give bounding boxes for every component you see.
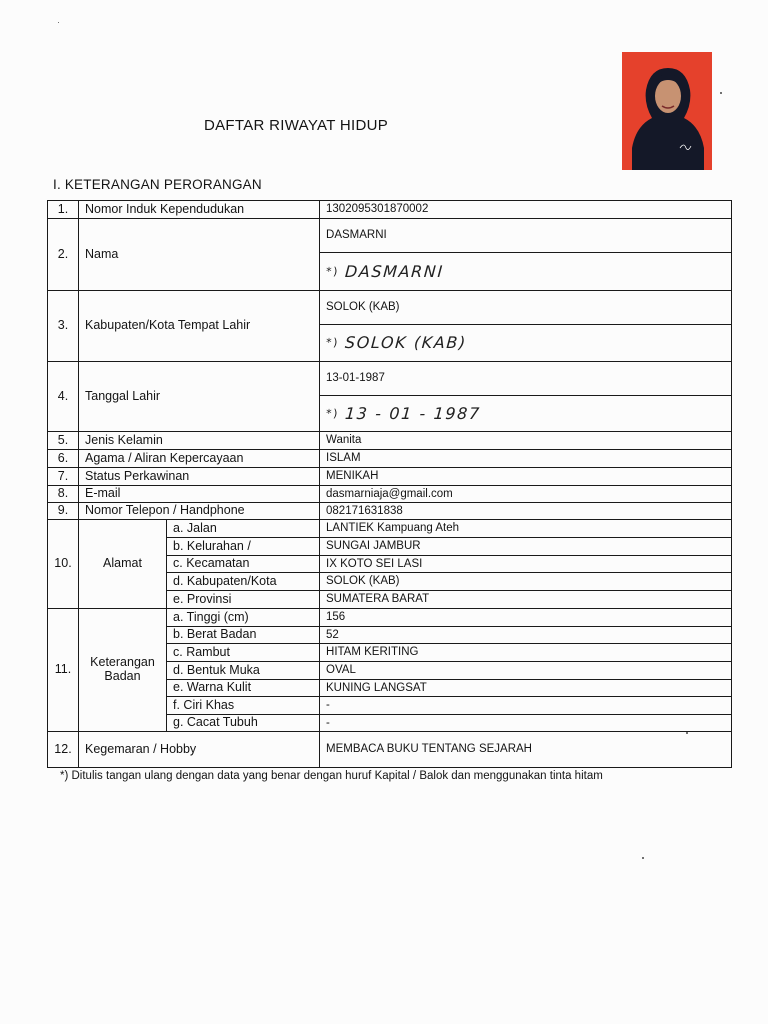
row-alamat-jalan — [48, 520, 732, 538]
row-number: 6. — [48, 450, 79, 468]
field-value: HITAM KERITING — [320, 644, 732, 662]
subfield-label: c. Kecamatan — [167, 556, 320, 573]
row-email — [48, 486, 732, 503]
field-value: - — [320, 715, 732, 732]
row-jenis-kelamin — [48, 432, 732, 450]
subfield-label: a. Jalan — [167, 520, 320, 538]
field-value: 1302095301870002 — [320, 201, 732, 219]
scan-speck — [642, 857, 644, 859]
handwritten-value: *) 13 - 01 - 1987 — [320, 396, 732, 432]
subfield-label: b. Kelurahan / — [167, 538, 320, 556]
subfield-label: f. Ciri Khas — [167, 697, 320, 715]
subfield-label: a. Tinggi (cm) — [167, 609, 320, 627]
row-number: 5. — [48, 432, 79, 450]
row-status-perkawinan — [48, 468, 732, 486]
field-value: 13-01-1987 — [320, 362, 732, 396]
field-value: SUMATERA BARAT — [320, 591, 732, 609]
row-nik — [48, 201, 732, 219]
field-value: LANTIEK Kampuang Ateh — [320, 520, 732, 538]
subfield-label: b. Berat Badan — [167, 627, 320, 644]
field-label: Agama / Aliran Kepercayaan — [79, 450, 320, 468]
field-label: E-mail — [79, 486, 320, 503]
field-label: Kabupaten/Kota Tempat Lahir — [79, 291, 320, 362]
field-value: OVAL — [320, 662, 732, 680]
field-label: Tanggal Lahir — [79, 362, 320, 432]
subfield-label: c. Rambut — [167, 644, 320, 662]
field-value: SOLOK (KAB) — [320, 291, 732, 325]
row-number: 2. — [48, 219, 79, 291]
field-value: ISLAM — [320, 450, 732, 468]
field-value: dasmarniaja@gmail.com — [320, 486, 732, 503]
handwritten-value: *) SOLOK (KAB) — [320, 325, 732, 362]
subfield-label: d. Kabupaten/Kota — [167, 573, 320, 591]
row-hobby — [48, 732, 732, 768]
field-label: Status Perkawinan — [79, 468, 320, 486]
group-label-line: Keterangan — [90, 655, 155, 670]
group-label: Alamat — [79, 520, 167, 609]
subfield-label: d. Bentuk Muka — [167, 662, 320, 680]
handwritten-value: *) DASMARNI — [320, 253, 732, 291]
row-number: 12. — [48, 732, 79, 768]
document-title: DAFTAR RIWAYAT HIDUP — [204, 117, 389, 134]
field-value: MENIKAH — [320, 468, 732, 486]
field-value: Wanita — [320, 432, 732, 450]
scan-speck — [58, 22, 59, 23]
field-value: SOLOK (KAB) — [320, 573, 732, 591]
row-agama — [48, 450, 732, 468]
subfield-label: e. Provinsi — [167, 591, 320, 609]
field-value: DASMARNI — [320, 219, 732, 253]
row-number: 7. — [48, 468, 79, 486]
row-tempat-lahir — [48, 291, 732, 325]
row-number: 1. — [48, 201, 79, 219]
row-number: 4. — [48, 362, 79, 432]
row-nama — [48, 219, 732, 253]
group-label-line: Badan — [104, 669, 141, 683]
section-title: I. KETERANGAN PERORANGAN — [53, 177, 262, 192]
field-value: 082171631838 — [320, 503, 732, 520]
field-value: 52 — [320, 627, 732, 644]
field-value: - — [320, 697, 732, 715]
scan-speck — [720, 92, 722, 94]
field-value: SUNGAI JAMBUR — [320, 538, 732, 556]
biodata-table — [47, 200, 732, 768]
row-number: 8. — [48, 486, 79, 503]
profile-photo — [622, 52, 712, 170]
row-telepon — [48, 503, 732, 520]
field-value: IX KOTO SEI LASI — [320, 556, 732, 573]
row-tanggal-lahir — [48, 362, 732, 396]
row-number: 11. — [48, 609, 79, 732]
field-value: 156 — [320, 609, 732, 627]
field-value: MEMBACA BUKU TENTANG SEJARAH — [320, 732, 732, 768]
field-label: Nomor Telepon / Handphone — [79, 503, 320, 520]
row-number: 10. — [48, 520, 79, 609]
subfield-label: g. Cacat Tubuh — [167, 715, 320, 732]
subfield-label: e. Warna Kulit — [167, 680, 320, 697]
scan-speck — [686, 732, 688, 734]
field-value: KUNING LANGSAT — [320, 680, 732, 697]
footnote: *) Ditulis tangan ulang dengan data yang benar dengan huruf Kapital / Balok dan menggunakan tinta hitam — [60, 770, 603, 782]
field-label: Nomor Induk Kependudukan — [79, 201, 320, 219]
group-label — [79, 609, 167, 732]
row-number: 9. — [48, 503, 79, 520]
field-label: Kegemaran / Hobby — [79, 732, 320, 768]
field-label: Nama — [79, 219, 320, 291]
row-number: 3. — [48, 291, 79, 362]
field-label: Jenis Kelamin — [79, 432, 320, 450]
row-badan-tinggi — [48, 609, 732, 627]
